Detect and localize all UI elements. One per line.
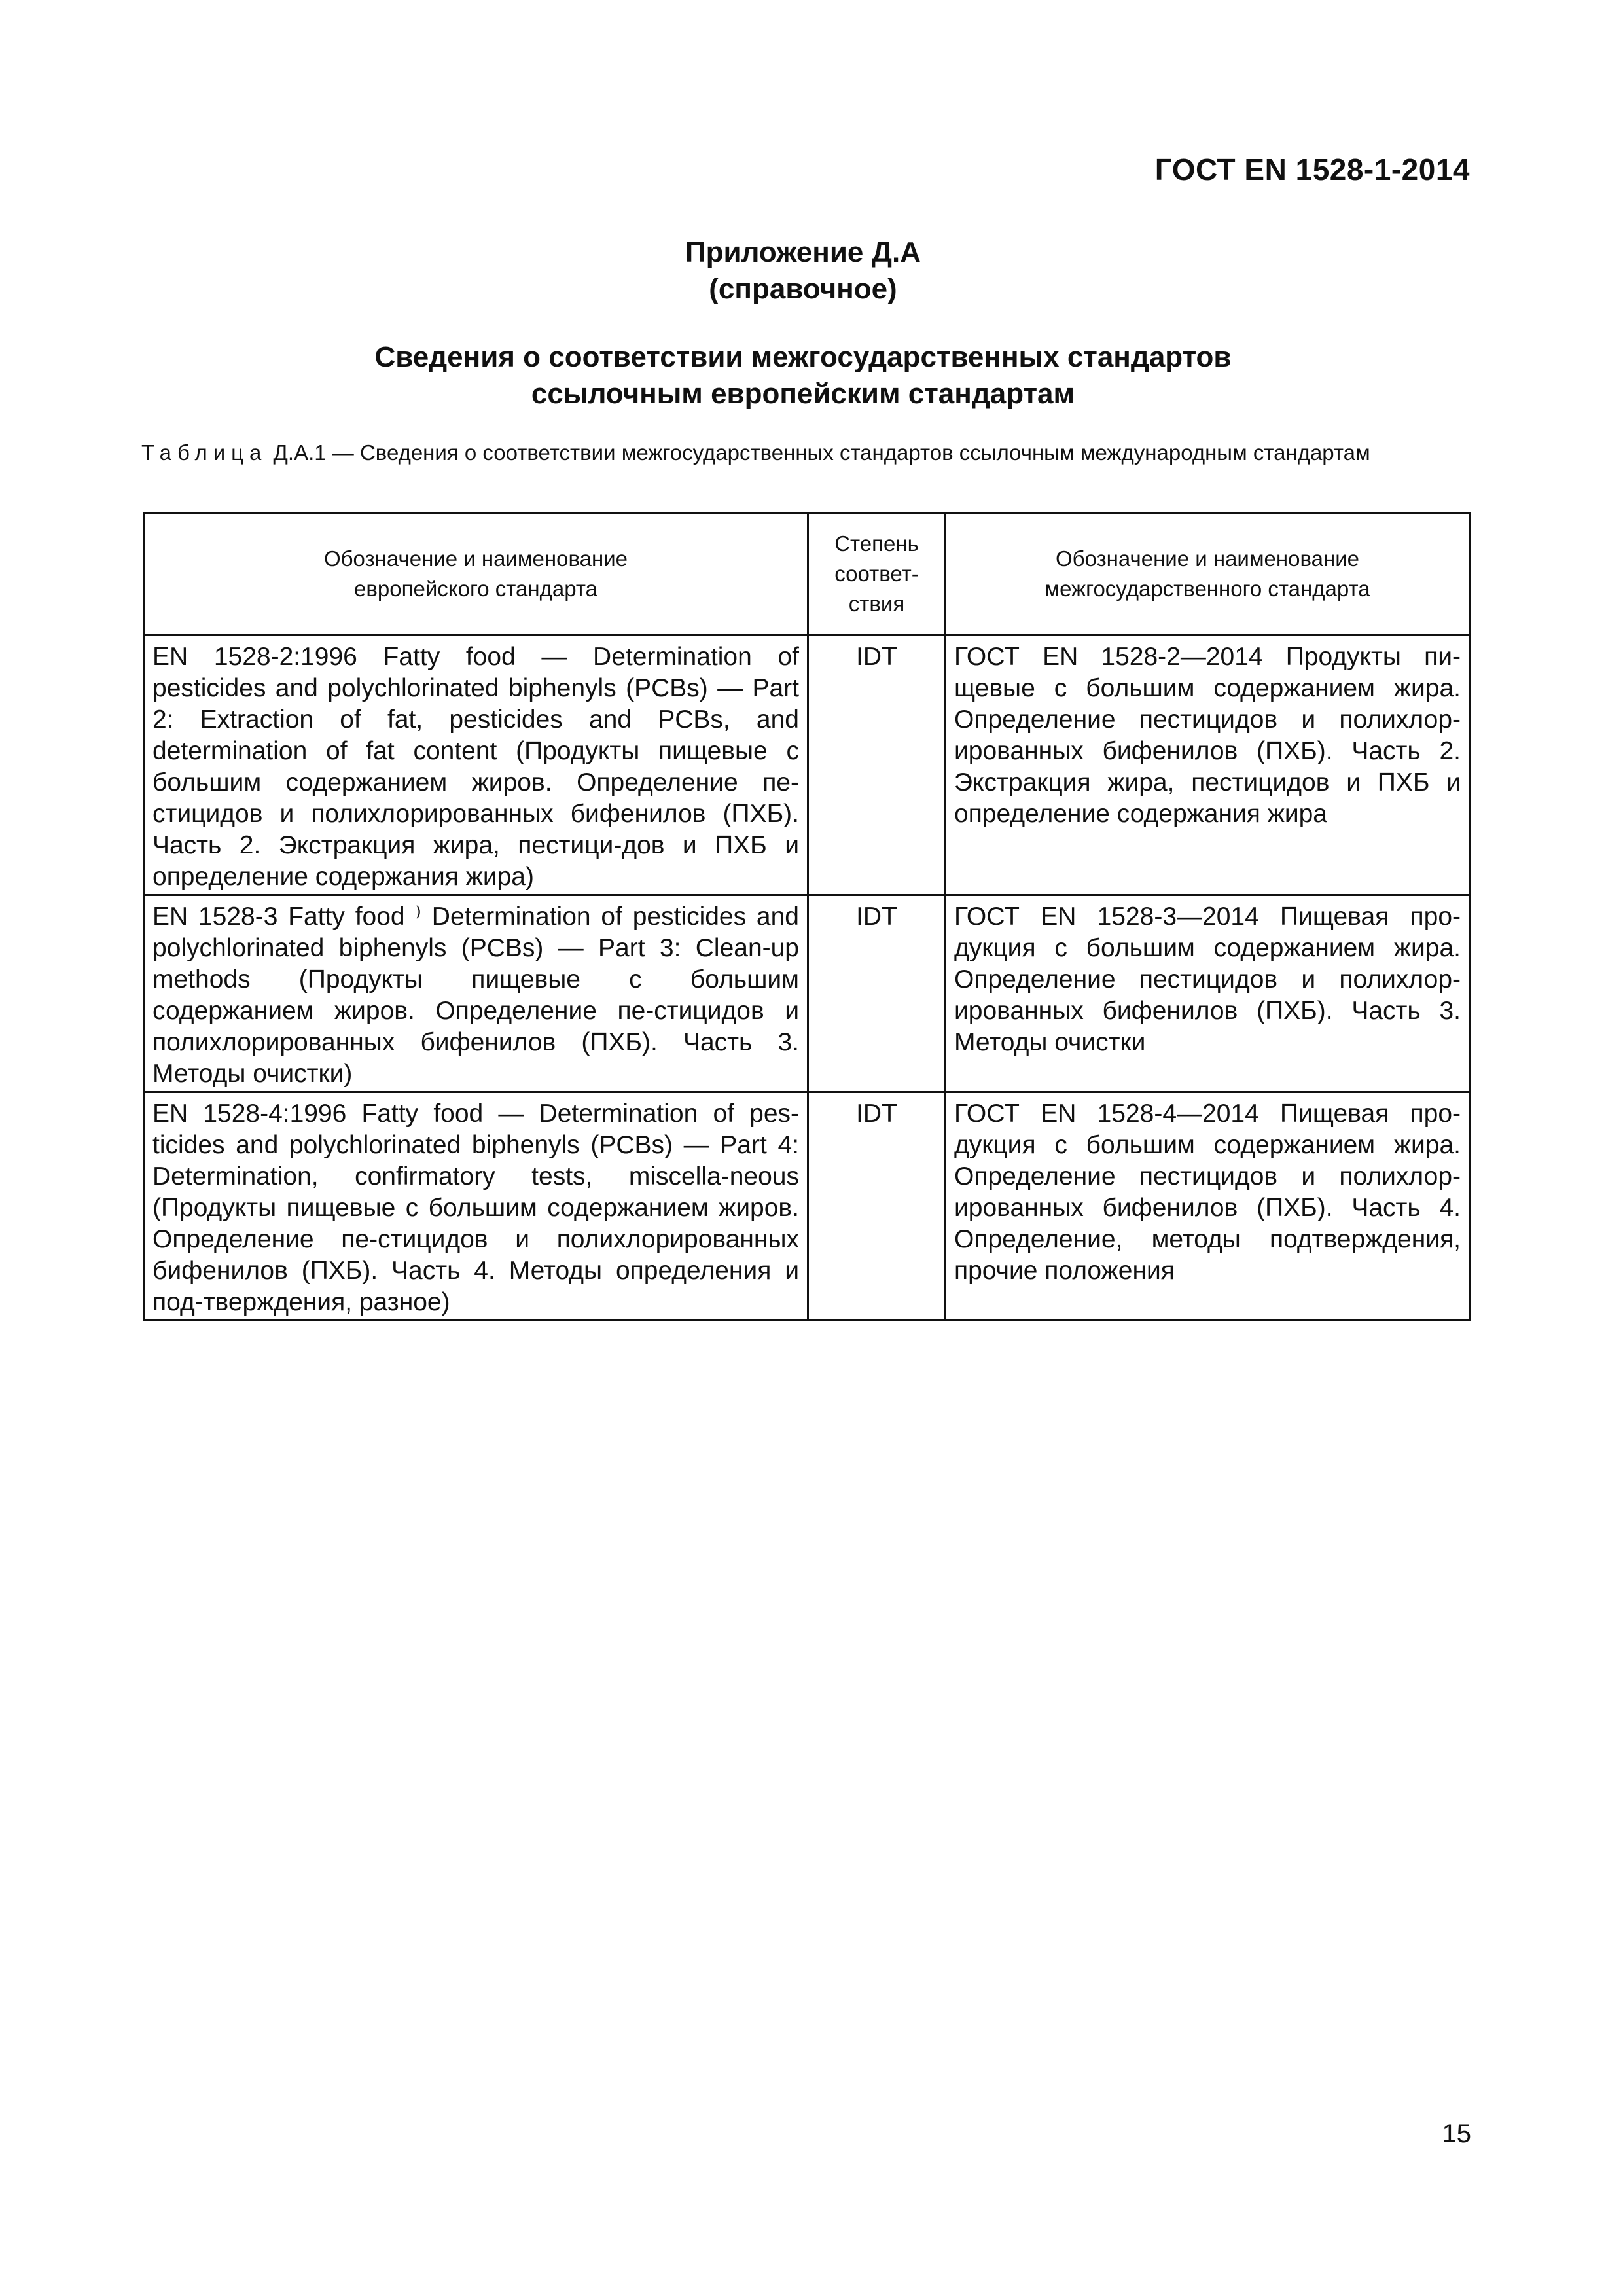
- table-caption-text: Д.А.1 — Сведения о соответствии межгосударственных стандартов ссылочным международным стандартам: [267, 440, 1370, 465]
- annex-heading: [0, 234, 1606, 308]
- cell-european-standard: EN 1528-3 Fatty food ⁾ Determination of pesticides and polychlorinated biphenyls (PCBs) — Part 3: Clean-up methods (Продукты пищевые с большим содержанием жиров. Определение пе-стицидов и полихлорированных бифенилов (ПХБ). Часть 3. Методы очистки): [144, 895, 808, 1092]
- header-european-standard: Обозначение и наименование европейского стандарта: [144, 513, 808, 636]
- table-caption: [141, 439, 1476, 467]
- table-header-row: [144, 513, 1470, 636]
- cell-interstate-standard: ГОСТ EN 1528-4—2014 Пищевая про-дукция с большим содержанием жира. Определение пестицидов и полихлор-ированных бифенилов (ПХБ). Часть 4. Определение, методы подтверждения, прочие положения: [946, 1092, 1470, 1321]
- cell-european-standard: EN 1528-2:1996 Fatty food — Determination of pesticides and polychlorinated biphenyls (PCBs) — Part 2: Extraction of fat, pesticides and PCBs, and determination of fat content (Продукты пищевые с большим содержанием жиров. Определение пе-стицидов и полихлорированных бифенилов (ПХБ). Часть 2. Экстракция жира, пестици-дов и ПХБ и определение содержания жира): [144, 636, 808, 895]
- table-caption-label: Таблица: [141, 440, 268, 465]
- cell-degree: IDT: [808, 1092, 946, 1321]
- header-interstate-standard: Обозначение и наименование межгосударственного стандарта: [946, 513, 1470, 636]
- table-row: [144, 895, 1470, 1092]
- annex-title-line2: ссылочным европейским стандартам: [531, 378, 1075, 410]
- cell-degree: IDT: [808, 636, 946, 895]
- cell-degree: IDT: [808, 895, 946, 1092]
- annex-label: Приложение Д.А: [685, 236, 921, 268]
- page-number: 15: [1442, 2119, 1471, 2148]
- table-row: [144, 636, 1470, 895]
- cell-european-standard: EN 1528-4:1996 Fatty food — Determination of pes-ticides and polychlorinated biphenyls (PCBs) — Part 4: Determination, confirmatory tests, miscella-neous (Продукты пищевые с большим содержанием жиров. Определение пе-стицидов и полихлорированных бифенилов (ПХБ). Часть 4. Методы определения и под-тверждения, разное): [144, 1092, 808, 1321]
- annex-title-line1: Сведения о соответствии межгосударственных стандартов: [374, 341, 1232, 373]
- cell-interstate-standard: ГОСТ EN 1528-3—2014 Пищевая про-дукция с большим содержанием жира. Определение пестицидов и полихлор-ированных бифенилов (ПХБ). Часть 3. Методы очистки: [946, 895, 1470, 1092]
- annex-title: [0, 339, 1606, 412]
- document-code: ГОСТ EN 1528-1-2014: [1154, 152, 1470, 187]
- cell-interstate-standard: ГОСТ EN 1528-2—2014 Продукты пи-щевые с большим содержанием жира. Определение пестицидов и полихлор-ированных бифенилов (ПХБ). Часть 2. Экстракция жира, пестицидов и ПХБ и определение содержания жира: [946, 636, 1470, 895]
- header-degree: Степень соответ- ствия: [808, 513, 946, 636]
- table-row: [144, 1092, 1470, 1321]
- correspondence-table: [143, 512, 1471, 1321]
- annex-type: (справочное): [709, 273, 897, 305]
